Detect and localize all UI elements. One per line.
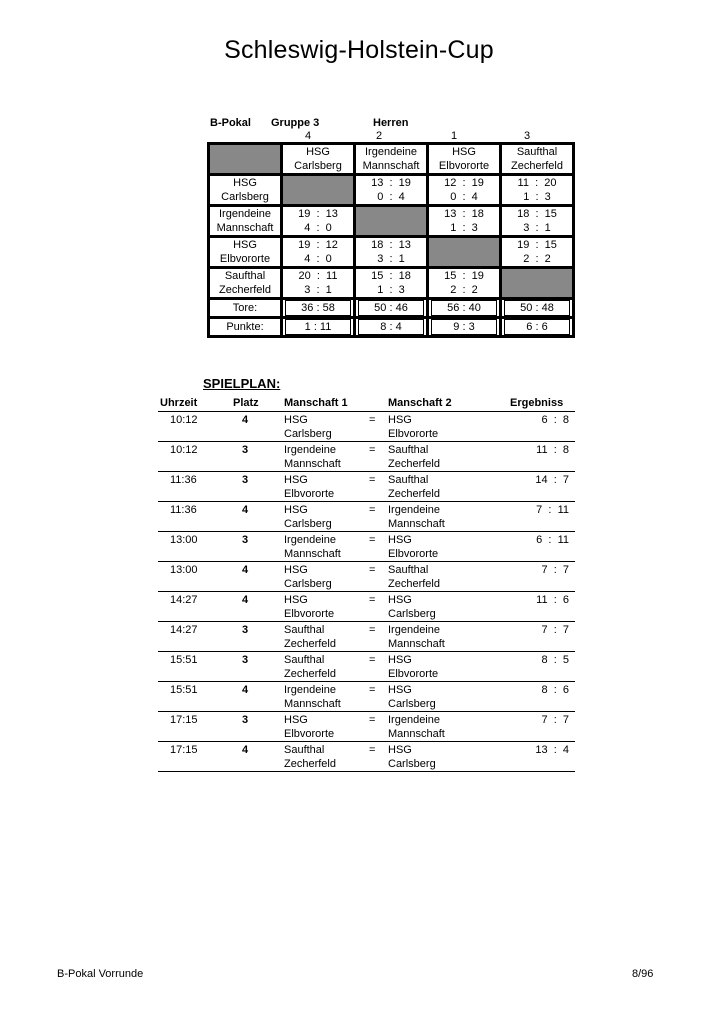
row-time: 13:00	[170, 564, 198, 576]
row-separator: =	[369, 564, 376, 576]
row-team1-line2: Mannschaft	[284, 698, 341, 710]
schedule-row	[158, 502, 575, 532]
schedule-row	[158, 562, 575, 592]
column-header-team: Irgendeine Mannschaft	[355, 144, 428, 175]
row-team1-line1: HSG	[284, 414, 308, 426]
points-total: 9 : 3	[428, 318, 501, 337]
row-team2-line2: Elbvororte	[388, 668, 439, 680]
goals-total: 36 : 58	[282, 299, 355, 318]
matrix-diagonal-cell	[501, 268, 574, 299]
row-team1-line2: Elbvororte	[284, 488, 335, 500]
goals-total: 50 : 46	[355, 299, 428, 318]
row-field: 3	[242, 624, 249, 636]
row-time: 14:27	[170, 594, 198, 606]
schedule-row	[158, 652, 575, 682]
row-team2-line1: Irgendeine	[388, 714, 440, 726]
schedule-table	[158, 396, 575, 772]
row-separator: =	[369, 444, 376, 456]
row-team2-line2: Mannschaft	[388, 638, 445, 650]
row-separator: =	[369, 534, 376, 546]
schedule-row	[158, 472, 575, 502]
rank-team-1: 4	[304, 130, 312, 142]
result-cell: 19 : 13 4 : 0	[282, 206, 355, 237]
row-separator: =	[369, 414, 376, 426]
result-cell: 13 : 18 1 : 3	[428, 206, 501, 237]
row-field: 4	[242, 684, 249, 696]
row-team2-line2: Zecherfeld	[388, 488, 440, 500]
result-cell: 19 : 15 2 : 2	[501, 237, 574, 268]
schedule-row	[158, 412, 575, 442]
schedule-row	[158, 592, 575, 622]
header-result: Ergebniss	[510, 397, 564, 409]
row-separator: =	[369, 714, 376, 726]
row-result: 7 : 11	[536, 504, 569, 516]
header-time: Uhrzeit	[160, 397, 198, 409]
group-label: Gruppe 3	[271, 117, 320, 129]
row-team2-line1: HSG	[388, 534, 412, 546]
row-time: 17:15	[170, 744, 198, 756]
row-header-team: Saufthal Zecherfeld	[209, 268, 282, 299]
row-field: 3	[242, 534, 249, 546]
schedule-row	[158, 682, 575, 712]
column-header-team: Saufthal Zecherfeld	[501, 144, 574, 175]
rank-team-4: 3	[523, 130, 531, 142]
row-result: 7 : 7	[541, 714, 569, 726]
cup-label: B-Pokal	[210, 117, 251, 129]
row-result: 7 : 7	[541, 564, 569, 576]
row-team2-line1: HSG	[388, 594, 412, 606]
goals-total: 56 : 40	[428, 299, 501, 318]
row-team2-line2: Elbvororte	[388, 548, 439, 560]
row-field: 4	[242, 594, 249, 606]
matrix-corner	[209, 144, 282, 175]
row-separator: =	[369, 684, 376, 696]
points-total: 1 : 11	[282, 318, 355, 337]
row-team2-line2: Mannschaft	[388, 518, 445, 530]
row-team2-line1: Saufthal	[388, 474, 429, 486]
row-field: 4	[242, 564, 249, 576]
column-header-team: HSG Elbvororte	[428, 144, 501, 175]
row-team1-line2: Zecherfeld	[284, 638, 336, 650]
row-team1-line2: Elbvororte	[284, 608, 335, 620]
goals-total: 50 : 48	[501, 299, 574, 318]
row-time: 11:36	[170, 504, 197, 516]
row-team1-line1: Irgendeine	[284, 444, 336, 456]
row-separator: =	[369, 474, 376, 486]
result-cell: 18 : 13 3 : 1	[355, 237, 428, 268]
row-field: 4	[242, 744, 249, 756]
points-total: 8 : 4	[355, 318, 428, 337]
header-team1: Manschaft 1	[284, 397, 348, 409]
row-team1-line1: HSG	[284, 474, 308, 486]
row-team1-line1: HSG	[284, 564, 308, 576]
matrix-diagonal-cell	[282, 175, 355, 206]
rank-team-3: 1	[450, 130, 458, 142]
result-cell: 20 : 11 3 : 1	[282, 268, 355, 299]
row-team2-line1: HSG	[388, 414, 412, 426]
row-time: 15:51	[170, 684, 198, 696]
row-team1-line2: Carlsberg	[284, 518, 332, 530]
row-team1-line2: Carlsberg	[284, 578, 332, 590]
row-time: 11:36	[170, 474, 197, 486]
row-field: 3	[242, 654, 249, 666]
row-result: 11 : 6	[536, 594, 569, 606]
rank-team-2: 2	[375, 130, 383, 142]
row-separator: =	[369, 594, 376, 606]
result-cell: 11 : 20 1 : 3	[501, 175, 574, 206]
row-result: 14 : 7	[535, 474, 569, 486]
row-result: 6 : 11	[536, 534, 569, 546]
page-number: 8/96	[632, 968, 654, 980]
row-team1-line1: Saufthal	[284, 744, 325, 756]
row-team1-line2: Elbvororte	[284, 728, 335, 740]
row-team1-line2: Zecherfeld	[284, 758, 336, 770]
row-team1-line1: HSG	[284, 594, 308, 606]
row-header-team: Irgendeine Mannschaft	[209, 206, 282, 237]
row-team2-line2: Zecherfeld	[388, 458, 440, 470]
row-team1-line2: Mannschaft	[284, 548, 341, 560]
schedule-header	[158, 396, 575, 412]
footer-left: B-Pokal Vorrunde	[57, 968, 144, 980]
row-result: 11 : 8	[536, 444, 569, 456]
schedule-row	[158, 442, 575, 472]
row-field: 4	[242, 504, 249, 516]
row-field: 3	[242, 474, 249, 486]
result-cell: 19 : 12 4 : 0	[282, 237, 355, 268]
result-cell: 15 : 19 2 : 2	[428, 268, 501, 299]
row-field: 3	[242, 444, 249, 456]
schedule-row	[158, 532, 575, 562]
row-team1-line2: Mannschaft	[284, 458, 341, 470]
row-team2-line2: Carlsberg	[388, 698, 436, 710]
row-time: 10:12	[170, 444, 198, 456]
row-team2-line2: Carlsberg	[388, 758, 436, 770]
row-team2-line2: Mannschaft	[388, 728, 445, 740]
row-team2-line1: Saufthal	[388, 564, 429, 576]
row-team2-line1: HSG	[388, 684, 412, 696]
row-field: 3	[242, 714, 249, 726]
goals-label: Tore:	[209, 299, 282, 318]
column-header-team: HSG Carlsberg	[282, 144, 355, 175]
row-team2-line2: Zecherfeld	[388, 578, 440, 590]
matrix-diagonal-cell	[355, 206, 428, 237]
row-header-team: HSG Carlsberg	[209, 175, 282, 206]
row-result: 13 : 4	[535, 744, 569, 756]
points-total: 6 : 6	[501, 318, 574, 337]
row-team1-line1: HSG	[284, 714, 308, 726]
result-cell: 13 : 19 0 : 4	[355, 175, 428, 206]
row-result: 7 : 7	[541, 624, 569, 636]
row-time: 15:51	[170, 654, 198, 666]
row-header-team: HSG Elbvororte	[209, 237, 282, 268]
schedule-title: SPIELPLAN:	[203, 376, 281, 391]
result-cell: 12 : 19 0 : 4	[428, 175, 501, 206]
row-team2-line2: Elbvororte	[388, 428, 439, 440]
header-team2: Manschaft 2	[388, 397, 452, 409]
row-team2-line1: HSG	[388, 654, 412, 666]
row-separator: =	[369, 654, 376, 666]
row-team1-line1: HSG	[284, 504, 308, 516]
row-team2-line1: Irgendeine	[388, 624, 440, 636]
results-matrix	[207, 142, 575, 338]
row-time: 10:12	[170, 414, 198, 426]
page-title: Schleswig-Holstein-Cup	[224, 36, 494, 64]
row-team1-line1: Saufthal	[284, 624, 325, 636]
row-team1-line2: Zecherfeld	[284, 668, 336, 680]
header-field: Platz	[233, 397, 259, 409]
matrix-diagonal-cell	[428, 237, 501, 268]
row-time: 13:00	[170, 534, 198, 546]
result-cell: 18 : 15 3 : 1	[501, 206, 574, 237]
row-team2-line1: Saufthal	[388, 444, 429, 456]
points-label: Punkte:	[209, 318, 282, 337]
row-team1-line1: Irgendeine	[284, 534, 336, 546]
row-time: 17:15	[170, 714, 198, 726]
row-team2-line1: Irgendeine	[388, 504, 440, 516]
category-label: Herren	[373, 117, 409, 129]
row-team2-line2: Carlsberg	[388, 608, 436, 620]
schedule-row	[158, 712, 575, 742]
row-team1-line2: Carlsberg	[284, 428, 332, 440]
row-team1-line1: Irgendeine	[284, 684, 336, 696]
schedule-row	[158, 622, 575, 652]
row-time: 14:27	[170, 624, 198, 636]
row-separator: =	[369, 624, 376, 636]
row-team2-line1: HSG	[388, 744, 412, 756]
row-result: 8 : 5	[541, 654, 569, 666]
row-result: 6 : 8	[541, 414, 569, 426]
row-team1-line1: Saufthal	[284, 654, 325, 666]
row-separator: =	[369, 504, 376, 516]
result-cell: 15 : 18 1 : 3	[355, 268, 428, 299]
row-field: 4	[242, 414, 249, 426]
row-separator: =	[369, 744, 376, 756]
row-result: 8 : 6	[541, 684, 569, 696]
schedule-row	[158, 742, 575, 772]
